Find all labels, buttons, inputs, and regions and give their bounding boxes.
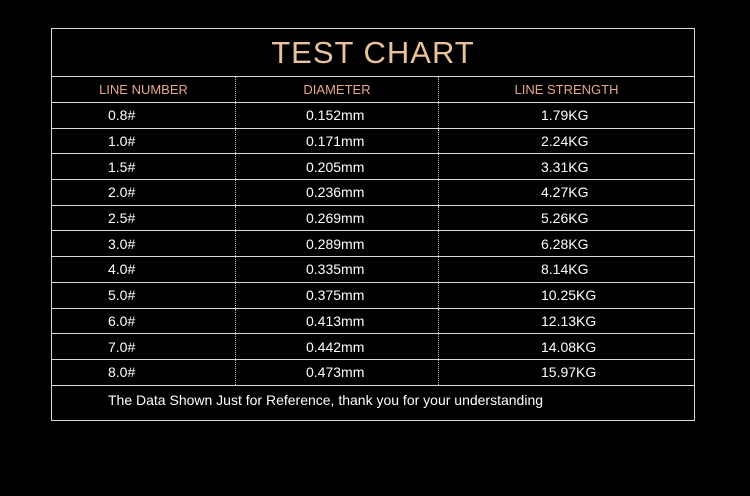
diameter-cell: 0.269mm bbox=[235, 206, 438, 231]
strength-cell: 5.26KG bbox=[438, 206, 694, 231]
line-number-cell: 6.0# bbox=[108, 312, 136, 329]
diameter-cell: 0.236mm bbox=[235, 180, 438, 205]
reference-note: The Data Shown Just for Reference, thank you for your understanding bbox=[108, 392, 544, 409]
table-row bbox=[52, 334, 694, 360]
strength-cell: 14.08KG bbox=[438, 334, 694, 359]
table-row bbox=[52, 360, 694, 386]
line-number-cell: 7.0# bbox=[108, 338, 136, 355]
strength-cell: 15.97KG bbox=[438, 360, 694, 385]
chart-title: TEST CHART bbox=[52, 29, 694, 77]
strength-cell: 3.31KG bbox=[438, 154, 694, 179]
table-row bbox=[52, 257, 694, 283]
table-row bbox=[52, 103, 694, 129]
column-header-line-strength: LINE STRENGTH bbox=[438, 77, 694, 102]
strength-cell: 2.24KG bbox=[438, 129, 694, 154]
strength-cell: 12.13KG bbox=[438, 309, 694, 334]
line-number-cell: 3.0# bbox=[108, 235, 136, 252]
table-row bbox=[52, 231, 694, 257]
test-chart-table bbox=[51, 28, 695, 421]
column-header-line-number: LINE NUMBER bbox=[99, 82, 188, 97]
diameter-cell: 0.171mm bbox=[235, 129, 438, 154]
strength-cell: 8.14KG bbox=[438, 257, 694, 282]
line-number-cell: 2.0# bbox=[108, 184, 136, 201]
column-header-diameter: DIAMETER bbox=[235, 77, 438, 102]
strength-cell: 6.28KG bbox=[438, 231, 694, 256]
table-row bbox=[52, 309, 694, 335]
line-number-cell: 4.0# bbox=[108, 261, 136, 278]
diameter-cell: 0.413mm bbox=[235, 309, 438, 334]
table-header-row bbox=[52, 77, 694, 103]
diameter-cell: 0.335mm bbox=[235, 257, 438, 282]
table-row bbox=[52, 154, 694, 180]
line-number-cell: 1.0# bbox=[108, 133, 136, 150]
diameter-cell: 0.442mm bbox=[235, 334, 438, 359]
strength-cell: 10.25KG bbox=[438, 283, 694, 308]
strength-cell: 4.27KG bbox=[438, 180, 694, 205]
strength-cell: 1.79KG bbox=[438, 103, 694, 128]
table-row bbox=[52, 283, 694, 309]
line-number-cell: 8.0# bbox=[108, 364, 136, 381]
line-number-cell: 2.5# bbox=[108, 210, 136, 227]
line-number-cell: 1.5# bbox=[108, 158, 136, 175]
diameter-cell: 0.152mm bbox=[235, 103, 438, 128]
table-row bbox=[52, 180, 694, 206]
diameter-cell: 0.375mm bbox=[235, 283, 438, 308]
table-row bbox=[52, 129, 694, 155]
diameter-cell: 0.205mm bbox=[235, 154, 438, 179]
table-row bbox=[52, 206, 694, 232]
diameter-cell: 0.289mm bbox=[235, 231, 438, 256]
line-number-cell: 0.8# bbox=[108, 107, 136, 124]
line-number-cell: 5.0# bbox=[108, 287, 136, 304]
diameter-cell: 0.473mm bbox=[235, 360, 438, 385]
